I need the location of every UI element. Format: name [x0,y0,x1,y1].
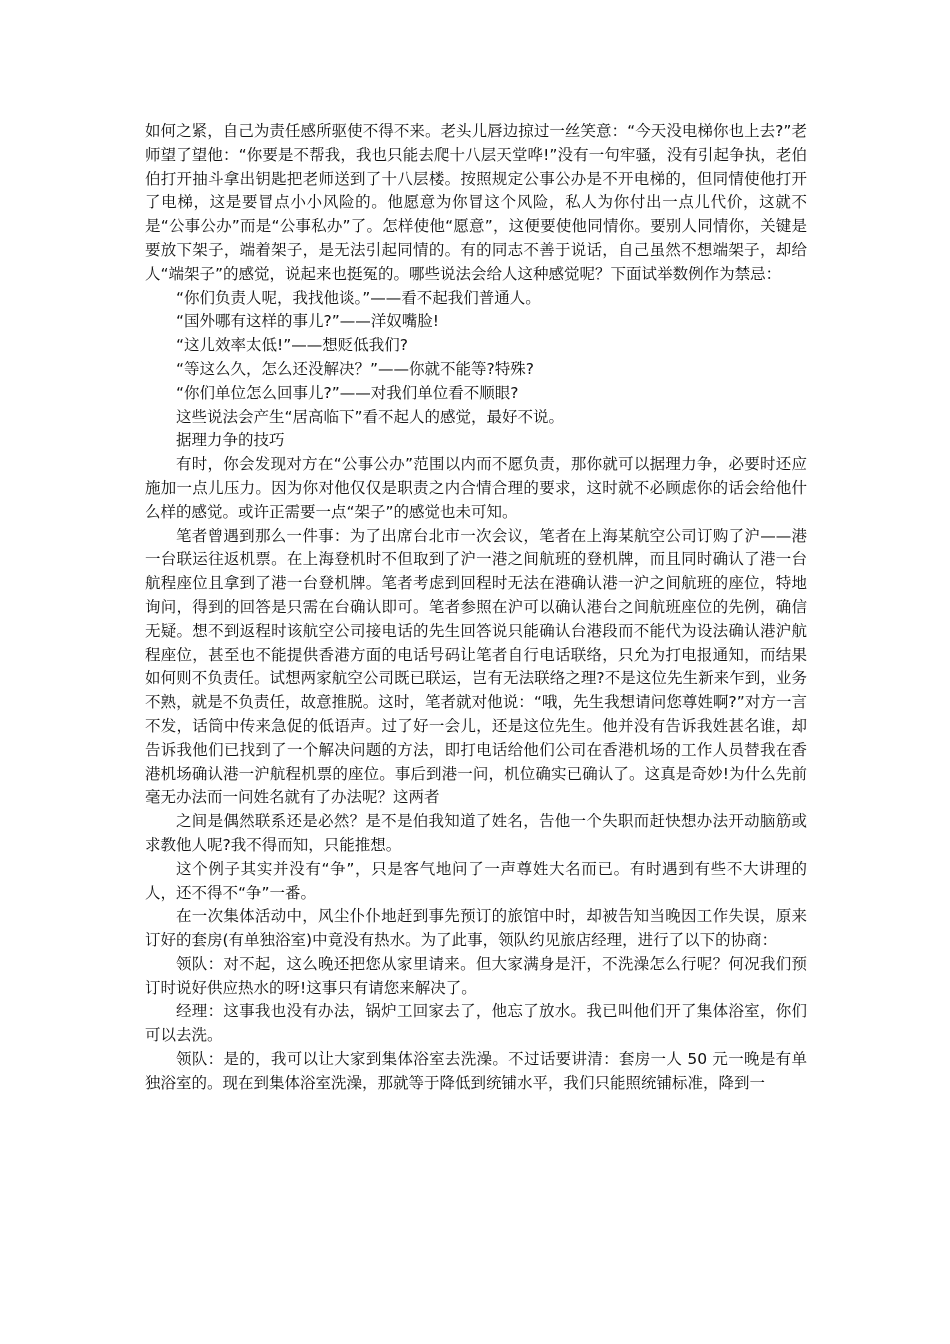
document-body [145,120,807,1096]
paragraph-10: 之间是偶然联系还是必然？是不是伯我知道了姓名，告他一个失职而赶快想办法开动脑筋或求教他人呢?我不得而知，只能推想。 [145,812,807,854]
paragraph-1: 如何之紧，自己为责任感所驱使不得不来。老头儿唇边掠过一丝笑意：“今天没电梯你也上去?”老师望了望他：“你要是不帮我，我也只能去爬十八层天堂哗!”没有一句牢骚，没有引起争执，老伯伯打开抽斗拿出钥匙把老师送到了十八层楼。按照规定公事公办是不开电梯的，但同情使他打开了电梯，这是要冒点小小风险的。他愿意为你冒这个风险，私人为你付出一点儿代价，这就不是“公事公办”而是“公事私办”了。怎样使他“愿意”，这便要使他同情你。要别人同情你，关键是要放下架子，端着架子，是无法引起同情的。有的同志不善于说话，自己虽然不想端架子，却给人“端架子”的感觉，说起来也挺冤的。哪些说法会给人这种感觉呢？下面试举数例作为禁忌： [145,122,807,283]
paragraph-5: “等这么久，怎么还没解决？”——你就不能等?特殊? [176,359,535,378]
paragraph-2: “你们负责人呢，我找他谈。”——看不起我们普通人。 [176,288,541,307]
paragraph-15: 领队：是的，我可以让大家到集体浴室去洗澡。不过话要讲清：套房一人 50 元一晚是有单独浴室的。现在到集体浴室洗澡，那就等于降低到统铺水平，我们只能照统铺标准，降到一 [145,1050,807,1092]
paragraph-9: 笔者曾遇到那么一件事：为了出席台北市一次会议，笔者在上海某航空公司订购了沪——港一台联运往返机票。在上海登机时不但取到了沪一港之间航班的登机牌，而且同时确认了港一台航程座位且拿到了港一台登机牌。笔者考虑到回程时无法在港确认港一沪之间航班的座位，特地询问，得到的回答是只需在台确认即可。笔者参照在沪可以确认港台之间航班座位的先例，确信无疑。想不到返程时该航空公司接电话的先生回答说只能确认台港段而不能代为设法确认港沪航程座位，甚至也不能提供香港方面的电话号码让笔者自行电话联络，只允为打电报通知，而结果如何则不负责任。试想两家航空公司既已联运，岂有无法联络之理?不是这位先生新来乍到，业务不熟，就是不负责任，故意推脱。这时，笔者就对他说：“哦，先生我想请问您尊姓啊?”对方一言不发，话筒中传来急促的低语声。过了好一会儿，还是这位先生。他并没有告诉我姓甚名谁，却告诉我他们已找到了一个解决问题的方法，即打电话给他们公司在香港机场的工作人员替我在香港机场确认港一沪航程机票的座位。事后到港一问，机位确实已确认了。这真是奇妙!为什么先前毫无办法而一问姓名就有了办法呢？这两者 [145,526,807,807]
paragraph-7: 这些说法会产生“居高临下”看不起人的感觉，最好不说。 [176,407,565,426]
paragraph-12: 在一次集体活动中，风尘仆仆地赶到事先预订的旅馆中时，却被告知当晚因工作失误，原来订好的套房(有单独浴室)中竟没有热水。为了此事，领队约见旅店经理，进行了以下的协商： [145,907,807,950]
paragraph-11: 这个例子其实并没有“争”，只是客气地问了一声尊姓大名而已。有时遇到有些不大讲理的人，还不得不“争”一番。 [145,859,807,902]
paragraph-3: “国外哪有这样的事儿?”——洋奴嘴脸! [176,312,440,331]
paragraph-14: 经理：这事我也没有办法，锅炉工回家去了，他忘了放水。我已叫他们开了集体浴室，你们可以去洗。 [145,1002,807,1045]
paragraph-6: “你们单位怎么回事儿?”——对我们单位看不顺眼? [176,383,519,402]
paragraph-4: “这儿效率太低!”——想贬低我们? [176,336,409,355]
paragraph-8: 有时，你会发现对方在“公事公办”范围以内而不愿负责，那你就可以据理力争，必要时还应施加一点儿压力。因为你对他仅仅是职责之内合情合理的要求，这时就不必顾虑你的话会给他什么样的感觉。或许正需要一点“架子”的感觉也未可知。 [145,455,807,521]
section-heading: 据理力争的技巧 [176,431,285,450]
paragraph-13: 领队：对不起，这么晚还把您从家里请来。但大家满身是汗，不洗澡怎么行呢？何况我们预订时说好供应热水的呀!这事只有请您来解决了。 [145,954,807,997]
